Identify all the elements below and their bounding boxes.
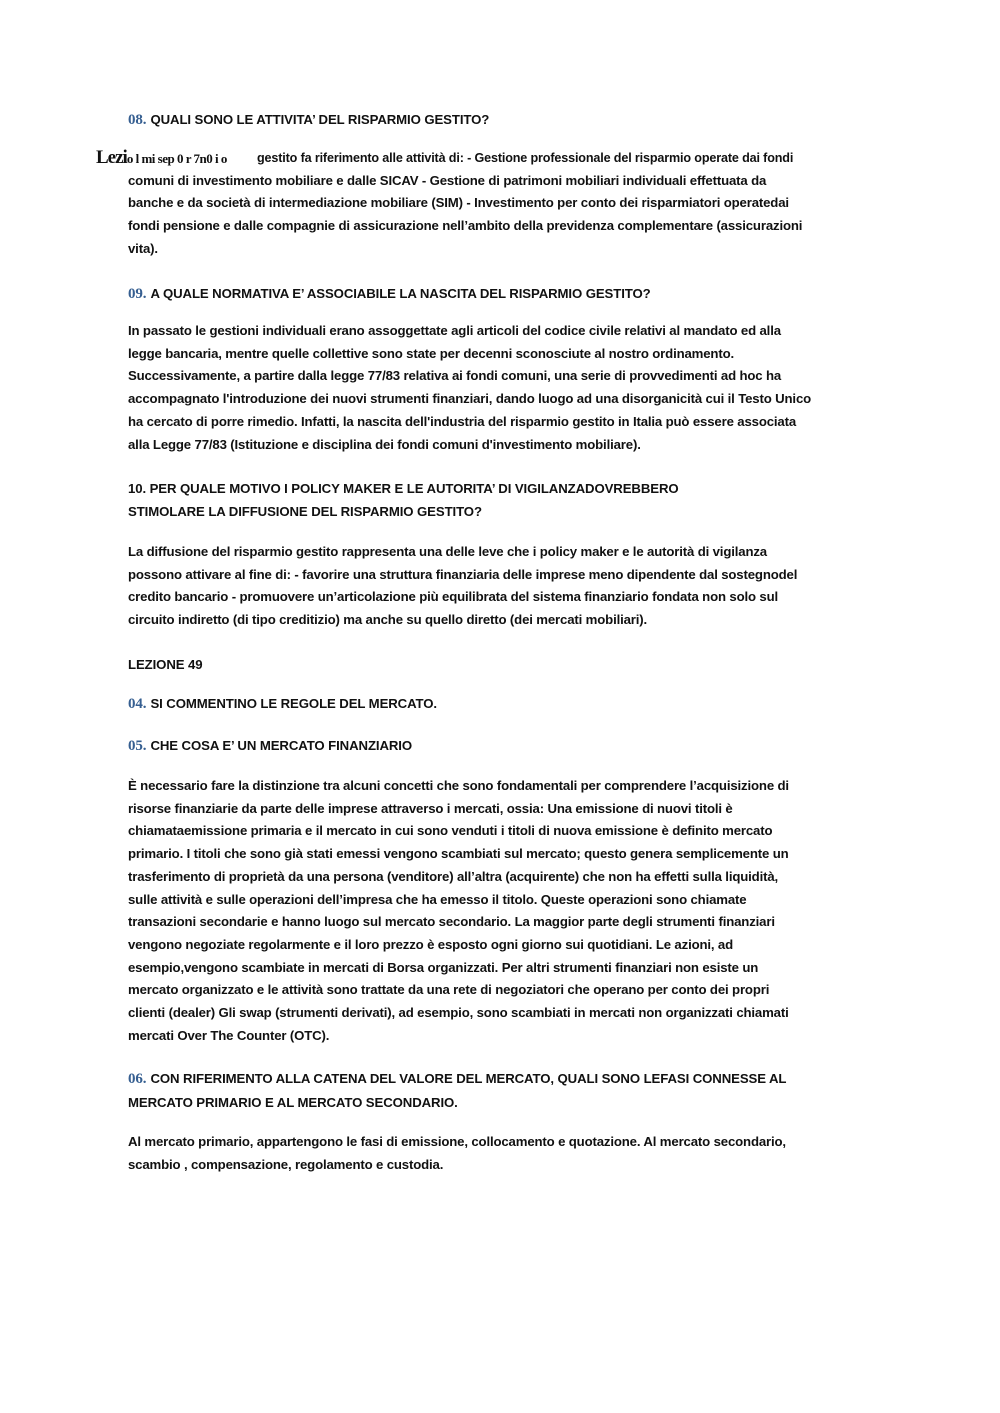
question-number: 08.: [128, 112, 147, 128]
answer-line: gestito fa riferimento alle attività di: - Gestione professionale del risparmio operate dai fondi: [257, 151, 794, 165]
answer-line: In passato le gestioni individuali erano assoggettate agli articoli del codice civile relativi al mandato ed alla: [128, 323, 781, 338]
overlay-head: Lezi: [96, 147, 127, 168]
question-10: [128, 477, 873, 523]
answer-line: vengono negoziate regolarmente e il loro prezzo è esposto ogni giorno sui quotidiani. Le azioni, ad: [128, 936, 734, 952]
answer-line: primario. I titoli che sono già stati emessi vengono scambiati sul mercato; questo genera semplicemente un: [128, 846, 789, 862]
answer-10: [128, 541, 873, 632]
answer-line: sulle attività e sulle operazioni dell’impresa che ha emesso il titolo. Queste operazioni sono chiamate: [128, 891, 747, 907]
answer-line: trasferimento di proprietà da una persona (venditore) all’altra (acquirente) che non ha effetti sulla liquidità,: [128, 868, 779, 884]
answer-line: alla Legge 77/83 (Istituzione e disciplina dei fondi comuni d'investimento mobiliare).: [128, 436, 641, 452]
question-title: SI COMMENTINO LE REGOLE DEL MERCATO.: [150, 696, 437, 711]
answer-line: circuito indiretto (di tipo creditizio) ma anche su quello diretto (dei mercati mobiliari).: [128, 612, 648, 628]
answer-line: possono attivare al fine di: - favorire una struttura finanziaria delle imprese meno dipendente dal sostegnodel: [128, 566, 798, 582]
answer-line: ha cercato di porre rimedio. Infatti, la nascita dell'industria del risparmio gestito in Italia può essere associata: [128, 413, 797, 429]
question-title-line: MERCATO PRIMARIO E AL MERCATO SECONDARIO.: [128, 1095, 458, 1110]
question-title-line: STIMOLARE LA DIFFUSIONE DEL RISPARMIO GESTITO?: [128, 504, 482, 519]
answer-line: Al mercato primario, appartengono le fasi di emissione, collocamento e quotazione. Al mercato secondario,: [128, 1134, 786, 1149]
answer-line: risorse finanziarie da parte delle imprese attraverso i mercati, ossia: Una emissione di nuovi titoli è: [128, 800, 733, 816]
question-number: 06.: [128, 1071, 147, 1087]
answer-line: accompagnato l'introduzione dei nuovi strumenti finanziari, dando luogo ad una disorganicità cui il Testo Unico: [128, 391, 812, 407]
question-number: 05.: [128, 738, 147, 754]
answer-line: vita).: [128, 240, 158, 256]
question-title: QUALI SONO LE ATTIVITA’ DEL RISPARMIO GESTITO?: [150, 112, 490, 127]
answer-06: [128, 1131, 873, 1176]
answer-line: mercati Over The Counter (OTC).: [128, 1027, 330, 1043]
overlay-tail: o l mi sep 0 r 7n0 i o: [126, 151, 227, 166]
answer-09: [128, 320, 873, 456]
question-05: [128, 734, 873, 758]
answer-line: legge bancaria, mentre quelle collettive sono state per decenni sconosciute al nostro ordinamento.: [128, 345, 735, 361]
answer-line: È necessario fare la distinzione tra alcuni concetti che sono fondamentali per comprendere l’acquisizione di: [128, 778, 789, 793]
answer-line: esempio,vengono scambiate in mercati di Borsa organizzati. Per altri strumenti finanziari non esiste un: [128, 959, 759, 975]
question-title-line: 10. PER QUALE MOTIVO I POLICY MAKER E LE AUTORITA’ DI VIGILANZADOVREBBERO: [128, 481, 679, 496]
answer-line: comuni di investimento mobiliare e dalle SICAV - Gestione di patrimoni mobiliari individuali effettuata da: [128, 172, 767, 188]
question-06: [128, 1067, 873, 1114]
answer-line: fondi pensione e dalle compagnie di assicurazione nell’ambito della previdenza complementare (assicurazioni: [128, 218, 803, 234]
answer-line: Successivamente, a partire dalla legge 77/83 relativa ai fondi comuni, una serie di provvedimenti ad hoc ha: [128, 368, 782, 384]
answer-line: La diffusione del risparmio gestito rappresenta una delle leve che i policy maker e le autorità di vigilanza: [128, 544, 767, 559]
question-title-line: CON RIFERIMENTO ALLA CATENA DEL VALORE DEL MERCATO, QUALI SONO LEFASI CONNESSE AL: [150, 1071, 787, 1086]
question-title: A QUALE NORMATIVA E’ ASSOCIABILE LA NASCITA DEL RISPARMIO GESTITO?: [150, 286, 651, 301]
answer-line: credito bancario - promuovere un’articolazione più equilibrata del sistema finanziario fondata non solo sul: [128, 589, 779, 605]
answer-08: [128, 147, 873, 261]
answer-05: [128, 775, 873, 1047]
question-number: 09.: [128, 286, 147, 302]
answer-line: transazioni secondarie e hanno luogo sul mercato secondario. La maggior parte degli strumenti finanziari: [128, 914, 775, 930]
answer-line: banche e da società di intermediazione mobiliare (SIM) - Investimento per conto dei risparmiatori operatedai: [128, 195, 789, 211]
question-04: [128, 692, 873, 716]
answer-line: clienti (dealer) Gli swap (strumenti derivati), ad esempio, sono scambiati in mercati non organizzati chiamati: [128, 1005, 789, 1021]
answer-line: chiamataemissione primaria e il mercato in cui sono venduti i titoli di nuova emissione è definito mercato: [128, 823, 773, 839]
answer-line: scambio , compensazione, regolamento e custodia.: [128, 1156, 444, 1172]
answer-line: mercato organizzato e le attività sono trattate da una rete di negoziatori che operano per conto dei propri: [128, 982, 770, 998]
question-09: [128, 282, 873, 306]
question-title: CHE COSA E’ UN MERCATO FINANZIARIO: [150, 738, 413, 753]
question-number: 04.: [128, 696, 147, 712]
question-08: [128, 108, 873, 132]
lesson-heading: LEZIONE 49: [128, 657, 203, 672]
